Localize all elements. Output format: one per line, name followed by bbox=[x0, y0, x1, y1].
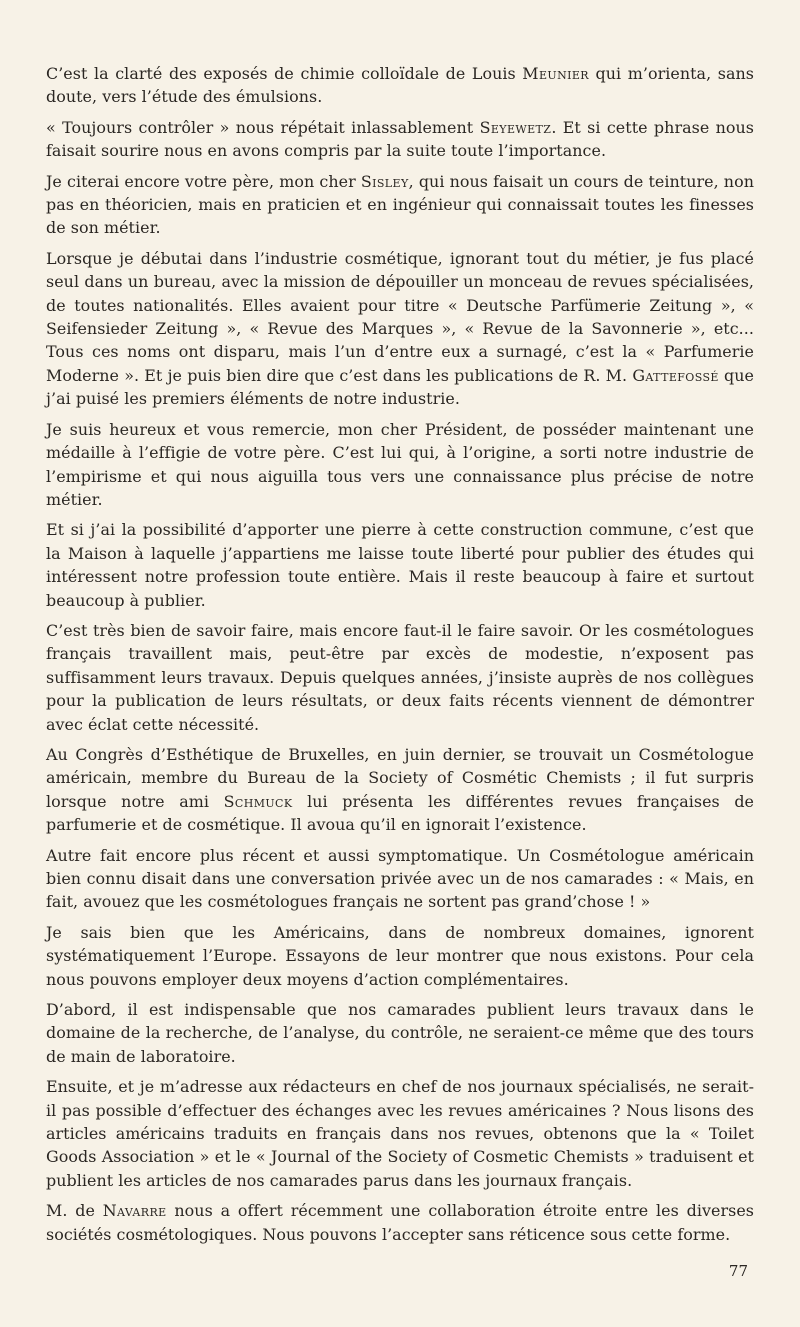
text-run: Ensuite, et je m’adresse aux rédacteurs en chef de nos journaux spécialisés, ne serait-il pas possible d’effectuer des échanges avec les revues américaines ? Nous lisons des articles américains traduits en français dans nos revues, obtenons que la « Toilet Goods Association » et le « Journal of the Society of Cosmetic Chemists » traduisent et publient les articles de nos camarades parus dans les journaux français. bbox=[46, 1077, 754, 1190]
paragraph bbox=[46, 418, 754, 512]
paragraph bbox=[46, 116, 754, 163]
text-run: Je sais bien que les Américains, dans de nombreux domaines, ignorent systématiquement l’Europe. Essayons de leur montrer que nous existons. Pour cela nous pouvons employer deux moyens d’action complémentaires. bbox=[46, 922, 754, 989]
paragraph bbox=[46, 619, 754, 736]
text-run: Lorsque je débutai dans l’industrie cosmétique, ignorant tout du métier, je fus placé seul dans un bureau, avec la mission de dépouiller un monceau de revues spécialisées, de toutes nationalités. Elles avaient pour titre « Deutsche Parfümerie Zeitung », « Seifensieder Zeitung », « Revue des Marques », « Revue de la Savonnerie », etc... Tous ces noms ont disparu, mais l’un d’entre eux a surnagé, c’est la « Parfumerie Moderne ». Et je puis bien dire que c’est dans les publications de R. M. bbox=[46, 248, 754, 385]
text-run: , qui nous faisait un cours de teinture, non pas en théoricien, mais en praticien et en ingénieur qui connaissait toutes les finesses de son métier. bbox=[46, 171, 754, 238]
paragraph bbox=[46, 518, 754, 612]
author-name: Seyewetz bbox=[479, 117, 552, 137]
author-name: Sisley bbox=[360, 171, 409, 191]
text-run: M. de bbox=[46, 1201, 103, 1221]
text-run: D’abord, il est indispensable que nos camarades publient leurs travaux dans le domaine de la recherche, de l’analyse, du contrôle, ne seraient-ce même que des tours de main de laboratoire. bbox=[46, 1000, 754, 1066]
author-name: Schmuck bbox=[223, 791, 293, 811]
paragraph bbox=[46, 844, 754, 914]
author-name: Gattefossé bbox=[632, 365, 719, 385]
body-text bbox=[46, 62, 754, 1246]
text-run: C’est la clarté des exposés de chimie colloïdale de Louis bbox=[46, 64, 523, 83]
text-run: « Toujours contrôler » nous répétait inlassablement bbox=[46, 117, 480, 137]
text-run: . Et si cette phrase nous faisait sourire nous en avons compris par la suite toute l’importance. bbox=[46, 117, 755, 161]
author-name: Navarre bbox=[102, 1201, 167, 1221]
paragraph bbox=[46, 170, 754, 240]
text-run: C’est très bien de savoir faire, mais encore faut-il le faire savoir. Or les cosmétologues français travaillent mais, peut-être par excès de modestie, n’exposent pas suffisamment leurs travaux. Depuis quelques années, j’insiste auprès de nos collègues pour la publication de leurs résultats, or deux faits récents viennent de démontrer avec éclat cette nécessité. bbox=[46, 620, 754, 734]
text-run: nous a offert récemment une collaboration étroite entre les diverses sociétés cosmétologiques. Nous pouvons l’accepter sans réticence sous cette forme. bbox=[46, 1201, 754, 1244]
paragraph bbox=[46, 247, 754, 411]
paragraph bbox=[46, 921, 754, 991]
paragraph bbox=[46, 1075, 754, 1192]
text-run: que j’ai puisé les premiers éléments de notre industrie. bbox=[46, 365, 754, 409]
author-name: Meunier bbox=[522, 64, 589, 83]
paragraph bbox=[46, 743, 754, 837]
paragraph bbox=[46, 62, 754, 109]
text-run: Je suis heureux et vous remercie, mon cher Président, de posséder maintenant une médaille à l’effigie de votre père. C’est lui qui, à l’origine, a sorti notre industrie de l’empirisme et qui nous aiguilla tous vers une connaissance plus précise de notre métier. bbox=[46, 419, 754, 509]
paragraph bbox=[46, 1199, 754, 1246]
paragraph bbox=[46, 998, 754, 1068]
text-run: Au Congrès d’Esthétique de Bruxelles, en juin dernier, se trouvait un Cosmétologue américain, membre du Bureau de la Society of Cosmétic Chemists ; il fut surpris lorsque notre ami bbox=[46, 744, 754, 811]
text-run: Autre fait encore plus récent et aussi symptomatique. Un Cosmétologue américain bien connu disait dans une conversation privée avec un de nos camarades : « Mais, en fait, avouez que les cosmétologues français ne sortent pas grand’chose ! » bbox=[46, 845, 754, 912]
text-run: qui m’orienta, sans doute, vers l’étude des émulsions. bbox=[46, 64, 754, 107]
text-run: Et si j’ai la possibilité d’apporter une pierre à cette construction commune, c’est que la Maison à laquelle j’appartiens me laisse toute liberté pour publier des études qui intéressent notre profession toute entière. Mais il reste beaucoup à faire et surtout beaucoup à publier. bbox=[46, 520, 754, 610]
text-run: Je citerai encore votre père, mon cher bbox=[46, 171, 361, 191]
page-number: 77 bbox=[728, 1262, 748, 1280]
text-run: lui présenta les différentes revues françaises de parfumerie et de cosmétique. Il avoua qu’il en ignorait l’existence. bbox=[46, 791, 755, 835]
